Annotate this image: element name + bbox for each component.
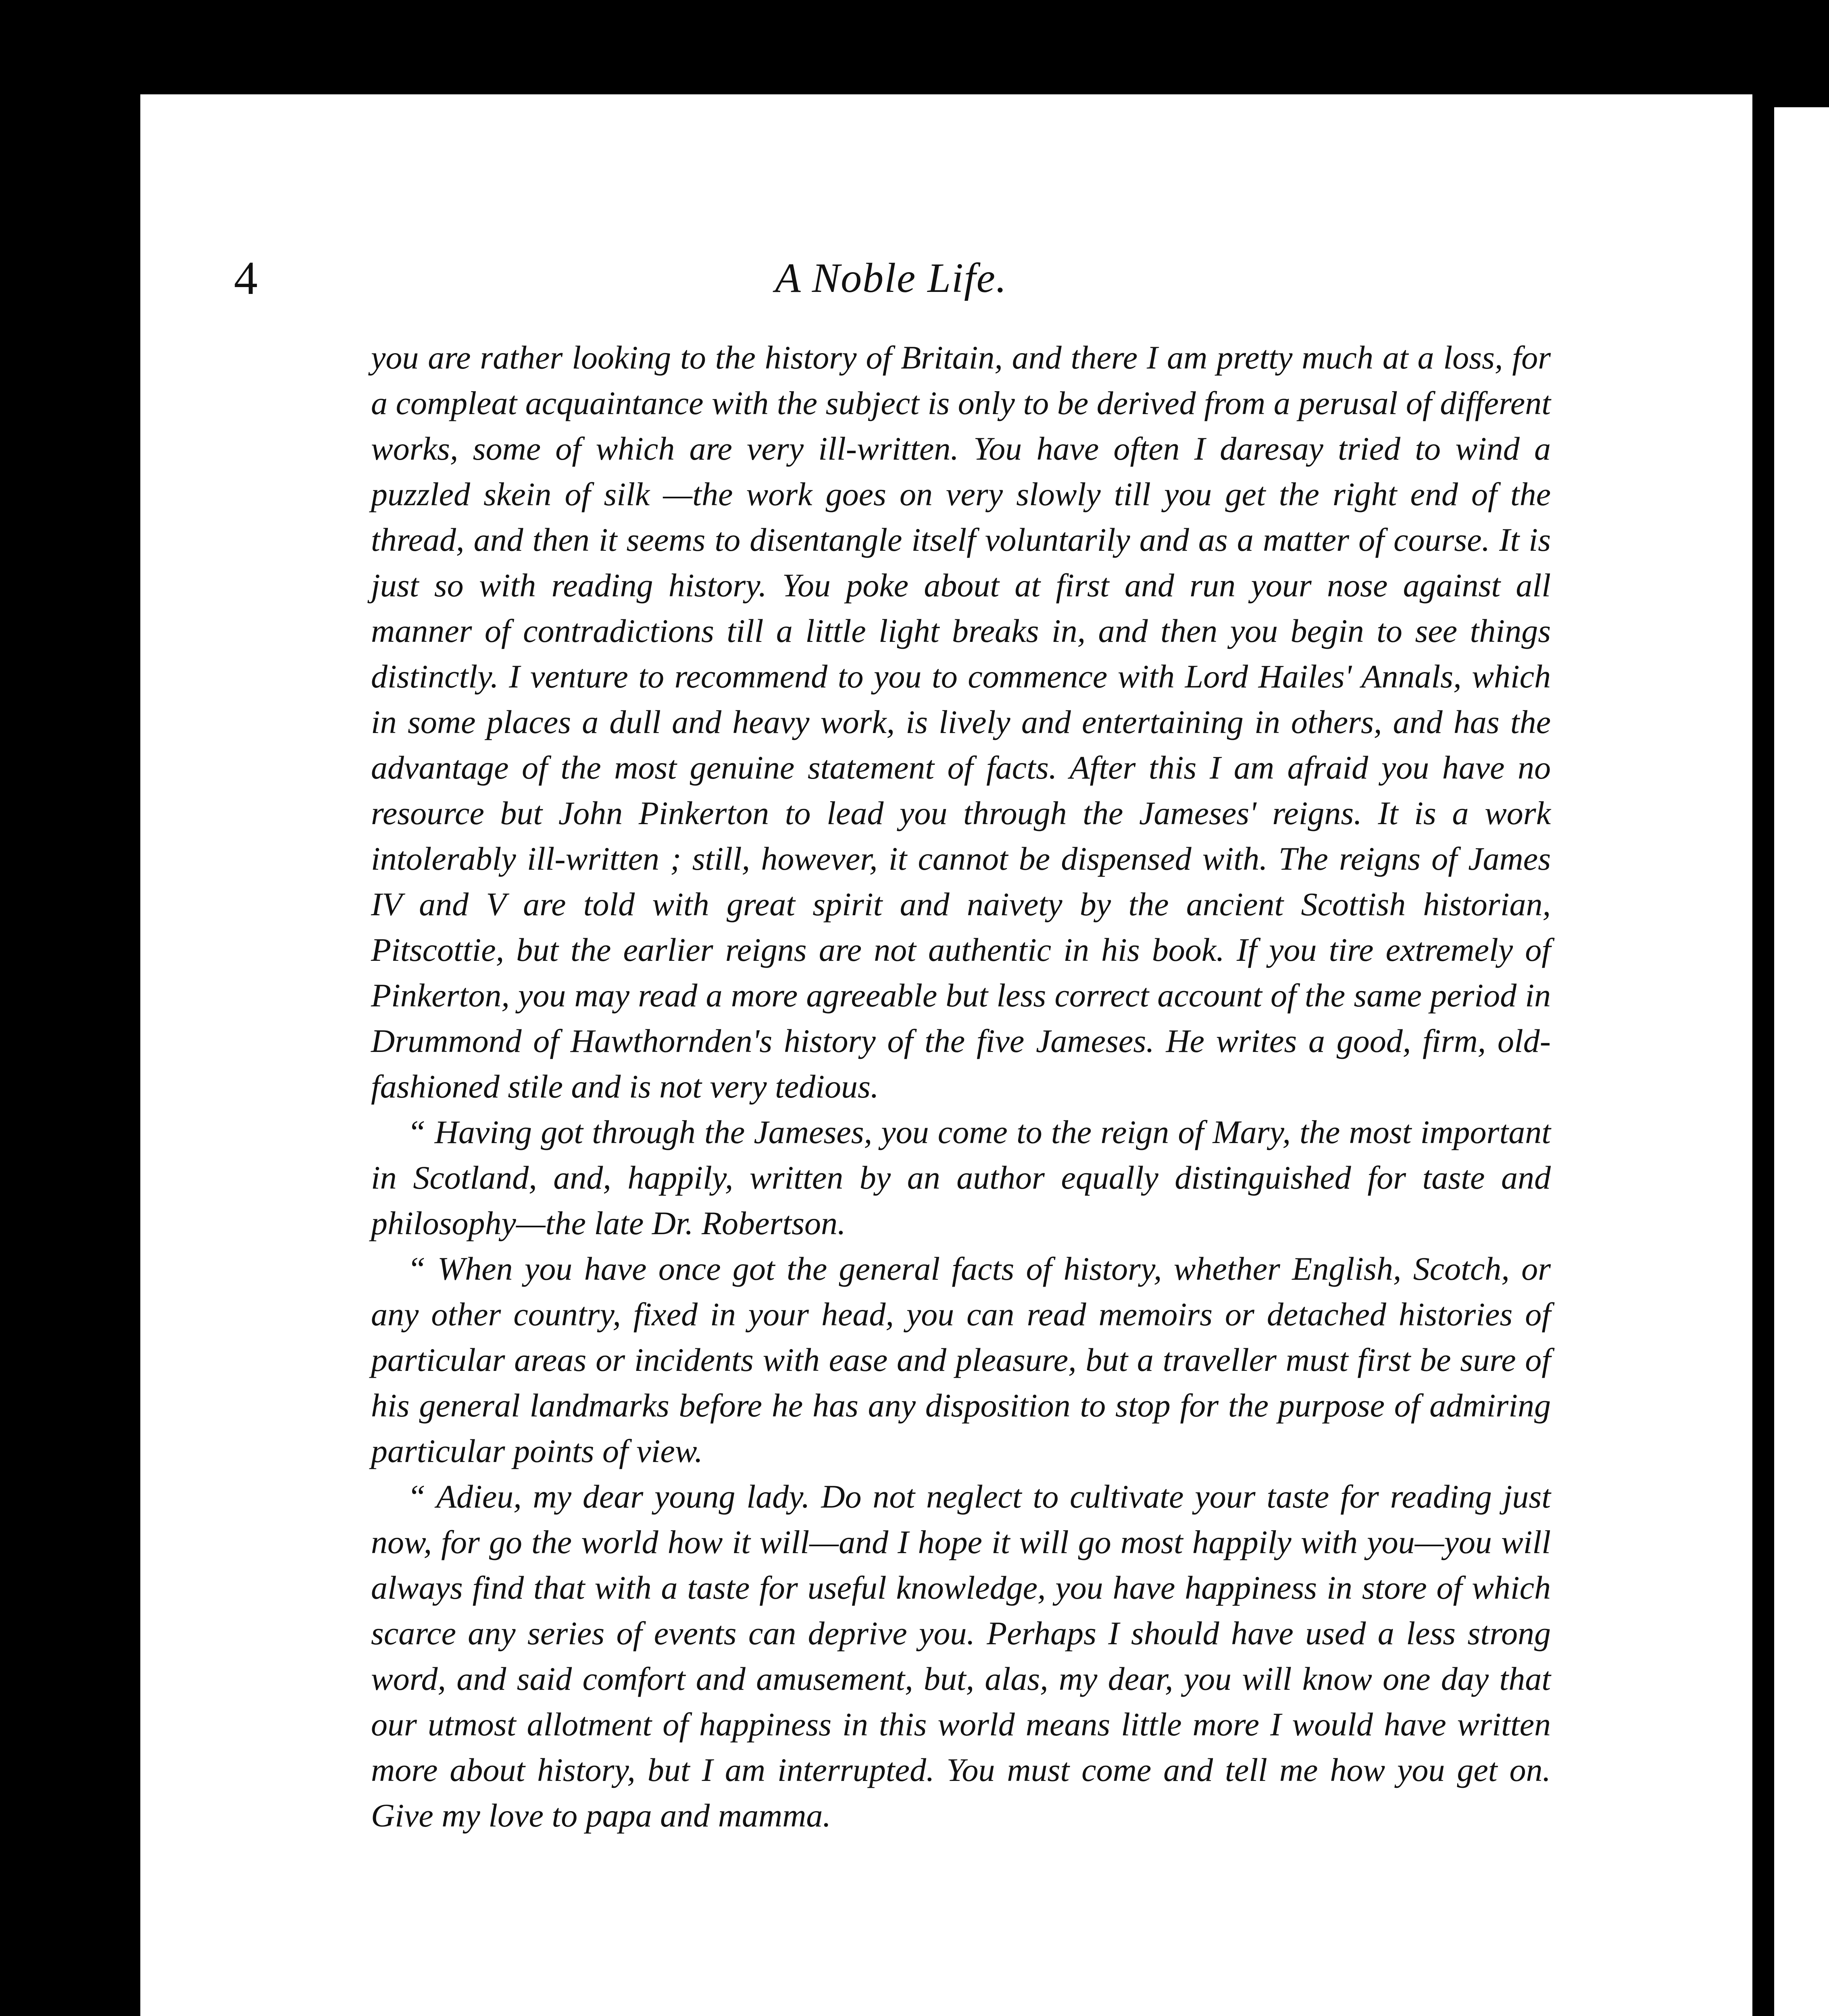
page-header: [234, 250, 1548, 323]
page-gutter: [1752, 94, 1774, 2016]
letter-paragraph: “ Adieu, my dear young lady. Do not neglect to cultivate your taste for reading just now, for go the world how it will—and I hope it will go most happily with you—you will always find that with a taste for useful knowledge, you have happiness in store of which scarce any series of events can deprive you. Perhaps I should have used a less strong word, and said comfort and amusement, but, alas, my dear, you will know one day that our utmost allotment of happiness in this world means little more I would have written more about history, but I am interrupted. You must come and tell me how you get on. Give my love to papa and mamma.: [371, 1478, 1551, 1834]
page-number: 4: [234, 252, 258, 304]
running-title: A Noble Life.: [775, 255, 1007, 301]
letter-paragraph: “ When you have once got the general facts of history, whether English, Scotch, or any other country, fixed in your head, you can read memoirs or detached histories of particular areas or incidents with ease and pleasure, but a traveller must first be sure of his general landmarks before he has any disposition to stop for the purpose of admiring particular points of view.: [371, 1250, 1551, 1469]
letter-paragraph: you are rather looking to the history of Britain, and there I am pretty much at a loss, for a compleat acquaintance with the subject is only to be derived from a perusal of different works, some of which are very ill-written. You have often I daresay tried to wind a puzzled skein of silk —the work goes on very slowly till you get the right end of the thread, and then it seems to disentangle itself voluntarily and as a matter of course. It is just so with reading history. You poke about at first and run your nose against all manner of contradictions till a little light breaks in, and then you begin to see things distinctly. I venture to recommend to you to commence with Lord Hailes' Annals, which in some places a dull and heavy work, is lively and entertaining in others, and has the advantage of the most genuine statement of facts. After this I am afraid you have no resource but John Pinkerton to lead you through the Jameses' reigns. It is a work intolerably ill-written ; still, however, it cannot be dispensed with. The reigns of James IV and V are told with great spirit and naivety by the ancient Scottish historian, Pitscottie, but the earlier reigns are not authentic in his book. If you tire extremely of Pinkerton, you may read a more agreeable but less correct account of the same period in Drummond of Hawthornden's history of the five Jameses. He writes a good, firm, old-fashioned stile and is not very tedious.: [371, 339, 1551, 1105]
next-page-edge: [1774, 107, 1829, 2016]
letter-text: [371, 335, 1551, 1838]
letter-paragraph: “ Having got through the Jameses, you come to the reign of Mary, the most important in Scotland, and, happily, written by an author equally distinguished for taste and philosophy—the late Dr. Robertson.: [371, 1114, 1551, 1241]
